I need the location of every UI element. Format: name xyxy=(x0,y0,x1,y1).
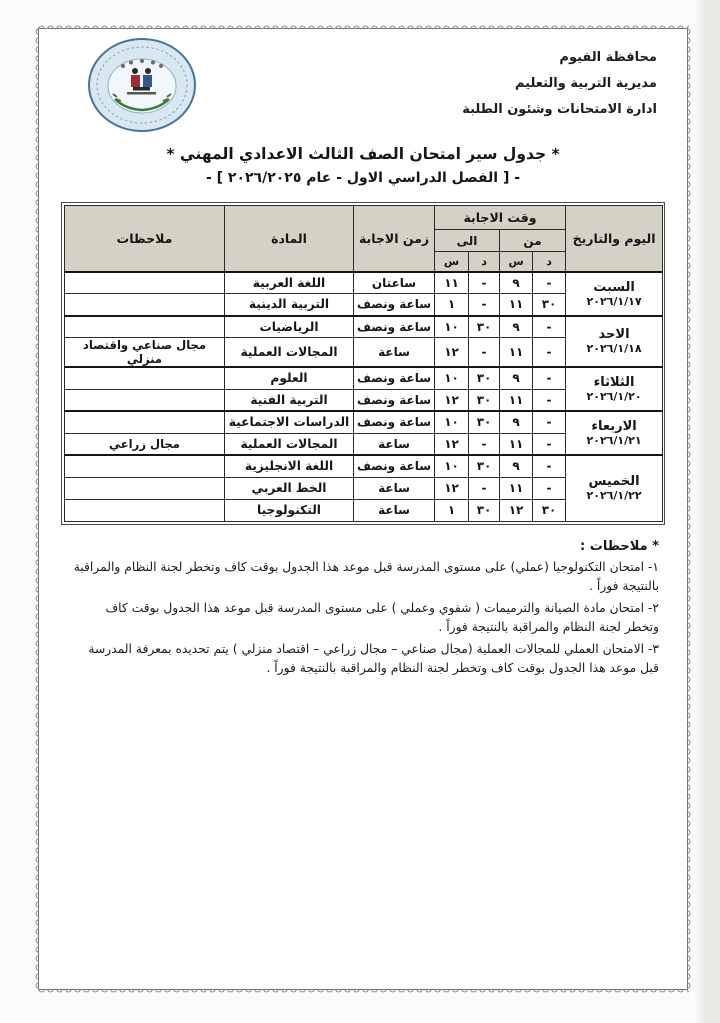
from-hours-cell: ١١ xyxy=(500,389,533,411)
day-date-cell xyxy=(566,411,663,455)
day-name: الخميس xyxy=(588,474,640,490)
to-hours-cell: ١٢ xyxy=(435,433,469,455)
col-header-subject: المادة xyxy=(225,206,354,272)
note-item: ٣- الامتحان العملي للمجالات العملية (مجال صناعي – مجال زراعي – اقتصاد منزلي ) يتم تحديده بمعرفة المدرسة قبل موعد هذا الجدول بوقت كاف وتخطر لجنة النظام والمراقبة بالنتيجة فوراً . xyxy=(88,641,659,675)
note-cell: مجال زراعي xyxy=(65,433,225,455)
from-hours-cell: ١١ xyxy=(500,294,533,316)
col-header-from-hours: س xyxy=(500,252,533,272)
from-minutes-cell: - xyxy=(533,433,566,455)
org-line-department: ادارة الامتحانات وشئون الطلبة xyxy=(462,102,657,117)
from-minutes-cell: - xyxy=(533,411,566,433)
duration-cell: ساعة xyxy=(354,338,435,368)
exam-schedule-table-wrapper xyxy=(61,202,665,525)
exam-row xyxy=(65,411,663,433)
day-name: السبت xyxy=(593,279,635,295)
from-hours-cell: ٩ xyxy=(500,411,533,433)
note-cell xyxy=(65,455,225,477)
col-header-to: الى xyxy=(435,230,500,252)
day-date: ٢٠٢٦/١/٢٢ xyxy=(586,489,642,503)
to-hours-cell: ١ xyxy=(435,294,469,316)
title-block xyxy=(39,145,687,186)
exam-row xyxy=(65,367,663,389)
day-date-cell xyxy=(566,367,663,411)
exam-row xyxy=(65,316,663,338)
from-minutes-cell: - xyxy=(533,272,566,294)
from-minutes-cell: - xyxy=(533,316,566,338)
subject-cell: التكنولوجيا xyxy=(225,499,354,521)
decorative-border-top xyxy=(37,22,689,29)
to-minutes-cell: - xyxy=(469,272,500,294)
to-hours-cell: ١٠ xyxy=(435,411,469,433)
subject-cell: اللغة الانجليزية xyxy=(225,455,354,477)
day-date: ٢٠٢٦/١/١٨ xyxy=(586,342,642,356)
to-minutes-cell: ٣٠ xyxy=(469,389,500,411)
subject-cell: اللغة العربية xyxy=(225,272,354,294)
col-header-duration: زمن الاجابة xyxy=(354,206,435,272)
subject-cell: التربية الفنية xyxy=(225,389,354,411)
note-cell xyxy=(65,389,225,411)
day-name: الثلاثاء xyxy=(593,375,635,390)
notes-heading: * ملاحظات : xyxy=(580,538,659,554)
duration-cell: ساعة ونصف xyxy=(354,411,435,433)
col-header-from-minutes: د xyxy=(533,252,566,272)
duration-cell: ساعة ونصف xyxy=(354,294,435,316)
note-cell xyxy=(65,294,225,316)
col-header-answer-time: وقت الاجابة xyxy=(435,206,566,230)
to-hours-cell: ١٠ xyxy=(435,455,469,477)
from-minutes-cell: - xyxy=(533,367,566,389)
day-date: ٢٠٢٦/١/١٧ xyxy=(586,294,642,308)
decorative-border-left xyxy=(32,27,39,991)
duration-cell: ساعتان xyxy=(354,272,435,294)
to-minutes-cell: ٣٠ xyxy=(469,367,500,389)
to-hours-cell: ١٠ xyxy=(435,316,469,338)
document-page xyxy=(38,28,688,990)
table-header-row-1 xyxy=(65,206,663,230)
from-hours-cell: ٩ xyxy=(500,455,533,477)
to-minutes-cell: ٣٠ xyxy=(469,455,500,477)
col-header-from: من xyxy=(500,230,566,252)
from-hours-cell: ١١ xyxy=(500,433,533,455)
subject-cell: العلوم xyxy=(225,367,354,389)
from-minutes-cell: - xyxy=(533,455,566,477)
col-header-notes: ملاحظات xyxy=(65,206,225,272)
from-hours-cell: ٩ xyxy=(500,367,533,389)
day-date-cell xyxy=(566,272,663,316)
subject-cell: التربية الدينية xyxy=(225,294,354,316)
to-minutes-cell: - xyxy=(469,433,500,455)
col-header-day-date: اليوم والتاريخ xyxy=(566,206,663,272)
from-hours-cell: ٩ xyxy=(500,316,533,338)
from-hours-cell: ٩ xyxy=(500,272,533,294)
note-cell xyxy=(65,367,225,389)
from-hours-cell: ١١ xyxy=(500,338,533,368)
from-minutes-cell: ٣٠ xyxy=(533,499,566,521)
from-minutes-cell: ٣٠ xyxy=(533,294,566,316)
to-hours-cell: ١٢ xyxy=(435,389,469,411)
duration-cell: ساعة xyxy=(354,433,435,455)
to-hours-cell: ١١ xyxy=(435,272,469,294)
to-hours-cell: ١٢ xyxy=(435,477,469,499)
duration-cell: ساعة xyxy=(354,499,435,521)
decorative-border-bottom xyxy=(37,989,689,996)
note-cell xyxy=(65,272,225,294)
org-line-governorate: محافظة الفيوم xyxy=(559,50,657,65)
day-date: ٢٠٢٦/١/٢١ xyxy=(586,434,642,447)
exam-row xyxy=(65,272,663,294)
to-minutes-cell: - xyxy=(469,294,500,316)
from-hours-cell: ١١ xyxy=(500,477,533,499)
day-date: ٢٠٢٦/١/٢٠ xyxy=(586,390,642,403)
note-item: ٢- امتحان مادة الصيانة والترميمات ( شفوي وعملي ) على مستوى المدرسة قبل موعد هذا الجدول بوقت كاف وتخطر لجنة النظام والمراقبة بالنتيجة فوراً . xyxy=(105,600,659,634)
note-item: ١- امتحان التكنولوجيا (عملي) على مستوى المدرسة قبل موعد هذا الجدول بوقت كاف وتخطر لجنة النظام والمراقبة بالنتيجة فوراً . xyxy=(73,559,659,593)
to-minutes-cell: - xyxy=(469,338,500,368)
document-subtitle: - [ الفصل الدراسي الاول - عام ٢٠٢٦/٢٠٢٥ ] - xyxy=(205,170,521,186)
subject-cell: الدراسات الاجتماعية xyxy=(225,411,354,433)
day-date-cell xyxy=(566,455,663,521)
duration-cell: ساعة ونصف xyxy=(354,389,435,411)
to-hours-cell: ١ xyxy=(435,499,469,521)
from-minutes-cell: - xyxy=(533,389,566,411)
exam-row xyxy=(65,455,663,477)
from-hours-cell: ١٢ xyxy=(500,499,533,521)
subject-cell: الرياضيات xyxy=(225,316,354,338)
duration-cell: ساعة ونصف xyxy=(354,316,435,338)
day-name: الاربعاء xyxy=(591,419,637,434)
col-header-to-minutes: د xyxy=(469,252,500,272)
from-minutes-cell: - xyxy=(533,338,566,368)
subject-cell: المجالات العملية xyxy=(225,338,354,368)
from-minutes-cell: - xyxy=(533,477,566,499)
notes-section xyxy=(39,525,687,678)
note-cell xyxy=(65,499,225,521)
subject-cell: الخط العربي xyxy=(225,477,354,499)
day-date-cell xyxy=(566,316,663,368)
notes-list xyxy=(69,558,659,678)
note-cell xyxy=(65,477,225,499)
day-name: الاحد xyxy=(598,327,630,343)
duration-cell: ساعة ونصف xyxy=(354,455,435,477)
document-title: * جدول سير امتحان الصف الثالث الاعدادي المهني * xyxy=(166,145,560,163)
col-header-to-hours: س xyxy=(435,252,469,272)
ministry-seal-logo xyxy=(87,37,197,133)
duration-cell: ساعة xyxy=(354,477,435,499)
note-cell xyxy=(65,316,225,338)
to-minutes-cell: ٣٠ xyxy=(469,316,500,338)
to-minutes-cell: - xyxy=(469,477,500,499)
to-minutes-cell: ٣٠ xyxy=(469,499,500,521)
exam-schedule-table xyxy=(64,205,663,522)
to-hours-cell: ١٠ xyxy=(435,367,469,389)
to-hours-cell: ١٢ xyxy=(435,338,469,368)
org-line-directorate: مديرية التربية والتعليم xyxy=(514,76,657,91)
decorative-border-right xyxy=(687,27,694,991)
note-cell xyxy=(65,411,225,433)
note-cell: مجال صناعي واقتصاد منزلي xyxy=(65,338,225,368)
duration-cell: ساعة ونصف xyxy=(354,367,435,389)
subject-cell: المجالات العملية xyxy=(225,433,354,455)
to-minutes-cell: ٣٠ xyxy=(469,411,500,433)
